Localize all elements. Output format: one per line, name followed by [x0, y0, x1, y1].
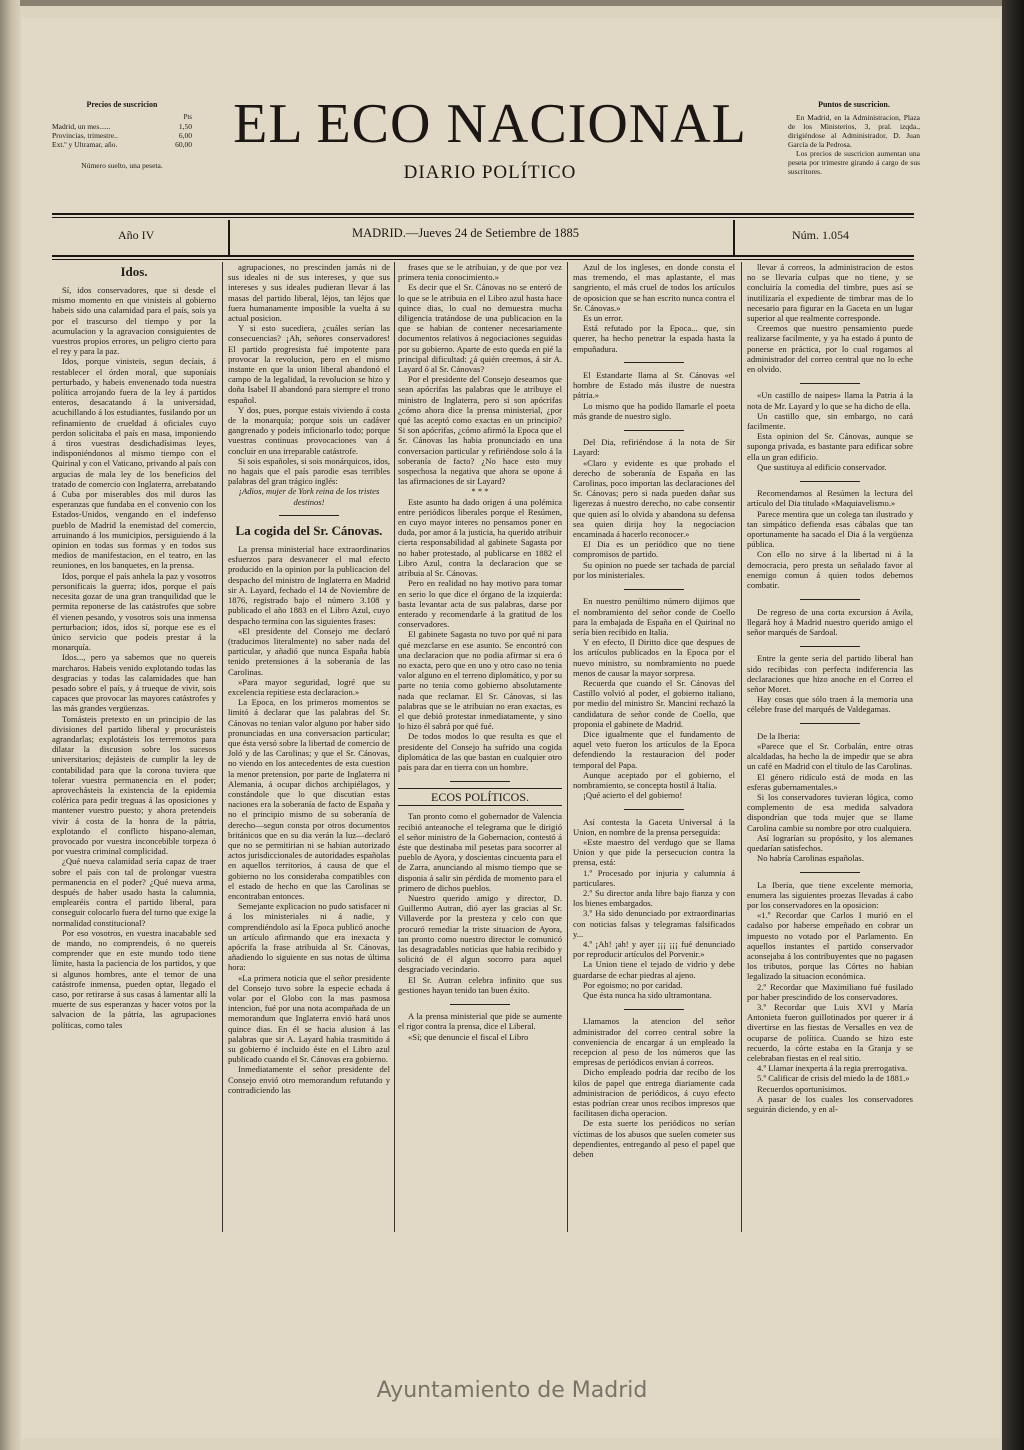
paragraph: Recuerdos oportunísimos. — [757, 1083, 847, 1094]
paragraph: ¡Qué acierto el del gobierno! — [583, 790, 683, 801]
paragraph: La Union tiene el tejado de vidrio y debe guardarse de echar piedras al ajeno. — [573, 959, 735, 980]
paragraph: «Un castillo de naipes» llama la Patria á la nota de Mr. Layard y lo que se ha dicho de ella. — [747, 390, 913, 411]
separator — [573, 583, 735, 593]
points-text: En Madrid, en la Administracion, Plaza de los Ministerios, 3, pral. izqda., dirigiéndose al Administrador, D. Juan García de la Pedrosa. — [788, 113, 920, 149]
paragraph: 4.º Llamar inexperta á la regia prerrogativa. — [757, 1063, 908, 1074]
paragraph: agrupaciones, no prescinden jamás ni de sus ideales ni de sus intereses, y que sus intereses y sus ideales pudieran llevar á las masas del partido liberal, léjos, tan léjos que fuera humanamente imposible la vuelta á su actual posicion. — [228, 262, 390, 324]
paragraph: De esta suerte los periódicos no serían víctimas de los abusos que suelen cometer sus dependientes, entregando al peso el papel que deben — [573, 1118, 735, 1160]
paragraph: A pasar de los cuales los conservadores seguirán diciendo, y en al- — [747, 1093, 913, 1115]
dateline-date: MADRID.—Jueves 24 de Setiembre de 1885 — [352, 226, 580, 240]
paragraph: Lo mismo que ha podido llamarle el poeta más grande de nuestro siglo. — [573, 400, 735, 421]
paragraph: La Epoca, en los primeros momentos se limitó á declarar que las palabras del Sr. Cánovas no tenian valor alguno por haber sido pronunciadas en una conversacion particular; que ésta versó sobre la libertad de comercio de Joló y de las Carolinas; y que el Sr. Cánovas, no viendo en los antecedentes de esta cuestion la menor pretension, por parte de Inglaterra ni Alemania, á ocupar dichos archipiélagos, y constándole que lo que discutian estas naciones era la soberanía de facto de España y no el principio mismo de su soberanía de derecho—segun consta por otros documentos británicos que en su dia verán la luz—declaró que no se permitirian ni se habian autorizado actos jurisdiccionales de autoridades españolas en aquellos territorios, á causa de que el gobierno no los consideraba compatibles con el estado de hecho en que las Carolinas se encontraban entonces. — [228, 697, 390, 901]
archive-watermark: Ayuntamiento de Madrid — [376, 1378, 648, 1403]
paragraph: «Sí; que denuncie el fiscal el Libro — [408, 1031, 529, 1042]
dateline-divider-left — [228, 220, 230, 256]
masthead-subtitle: DIARIO POLÍTICO — [403, 162, 577, 183]
dateline-divider-right — [733, 220, 735, 256]
paragraph: De la Iberia: — [757, 730, 800, 741]
masthead-title: EL ECO NACIONAL — [233, 93, 747, 155]
paragraph: Esta opinion del Sr. Cánovas, aunque se suponga privada, es bastante para edificar sobre ella un gran edificio. — [747, 431, 913, 462]
paragraph: Dicho empleado podria dar recibo de los kilos de papel que entrega diariamente cada administracion de periódicos, á cuyo efecto estas podrían crear unos recibos impresos que facilitasen dicha operacion. — [573, 1067, 735, 1119]
paragraph: 2.º Recordar que Maximiliano fué fusilado por haber prescindido de los conservadores. — [747, 981, 913, 1002]
column-rule — [741, 262, 742, 1232]
paragraph: Si sois españoles, si sois monárquicos, idos, no hagais que el país parodie esas terribles palabras del gran trágico inglés: — [228, 455, 390, 487]
page-top-edge — [0, 0, 1024, 6]
section-title: ECOS POLÍTICOS. — [398, 788, 562, 806]
column-1 — [52, 262, 216, 1232]
paragraph: Y en efecto, Il Diritto dice que despues de los artículos publicados en la Epoca por el nuevo ministro, su nombramiento no puede menos de causar la mayor sorpresa. — [573, 637, 735, 678]
paragraph: Es un error. — [583, 313, 623, 324]
paragraph: frases que se le atribuian, y de que por vez primera tenia conocimiento.» — [398, 262, 562, 283]
paragraph: Este asunto ha dado origen á una polémica entre periódicos liberales porque el Resúmen, en cuyo mayor interes no pensamos poner en duda, por amor á la justicia, ha querido atribuir cierta responsabilidad al gabinete Sagasta por no haber protestado, al publicarse en 1882 el Libro Azul, contra la declaracion que se atribuia al Sr. Cánovas. — [398, 496, 562, 579]
paragraph: Por el presidente del Consejo deseamos que sean apócrifas las palabras que le atribuye el ministro de Inglaterra, pero si son apócrifas ¿cómo ahora dice la prensa ministerial, ¿por qué las aceptó como exactas en un principio? Si son apócrifas, ¿cómo afirmó la Epoca que el Sr. Cánovas las habia pronunciado en una conversacion particular y refiriéndose solo á la soberanía de facto? ¿No hace esto muy sospechosa la negativa que ahora se opone á las afirmaciones de sir Layard? — [398, 374, 562, 487]
paragraph: El Estandarte llama al Sr. Cánovas «el hombre de Estado más ilustre de nuestra pátria.» — [573, 370, 735, 401]
separator — [747, 475, 913, 485]
paragraph: Por egoismo; no por caridad. — [583, 979, 683, 990]
dateline-number: Núm. 1.054 — [792, 228, 849, 242]
paragraph: El Sr. Autran celebra infinito que sus gestiones hayan tenido tan buen éxito. — [398, 974, 562, 995]
paragraph: Por eso vosotros, en vuestra inacabable sed de mando, no comprendeis, ó no quereis comprender que en este mundo todo tiene límite, hasta la paciencia de los partidos, y que si algunos hombres, ante el temor de una catástrofe inmensa, pueden optar, llegado el caso, por retirarse á sus casas á lamentar allí la muerte de sus esperanzas y hacer votos por la salvacion de la pátria, las agrupaciones políticas, como tales — [52, 927, 216, 1030]
header-rule-bottom-thin — [52, 259, 914, 260]
paragraph: Semejante explicacion no pudo satisfacer ni á los ministeriales ni á nadie, y comprendiéndolo así la Epoca publicó anoche un artículo afirmando que era inexacta y apócrifa la frase atribuida al Sr. Cánovas, añadiendo lo siguiente en sus notas de última hora: — [228, 901, 390, 973]
paragraph: Aunque aceptado por el gobierno, el nombramiento, se concepta hostil á Italia. — [573, 769, 735, 790]
paragraph: Nuestro querido amigo y director, D. Guillermo Autran, dió ayer las gracias al Sr. Villaverde por la presteza y celo con que procuró remediar la triste situacion de Ayora, tan pronto como nuestro director le comunicó las desagradables noticias que habia recibido y solicitó de él algun socorro para aquel desgraciado vecindario. — [398, 892, 562, 975]
header-rule-bottom — [52, 255, 914, 257]
column-rule — [222, 262, 223, 1232]
paragraph: El Dia es un periódico que no tiene compromisos de partido. — [573, 539, 735, 560]
column-5 — [747, 262, 913, 1232]
paragraph: Con ello no sirve á la libertad ni á la democracia, pero presta un señalado favor al enemigo comun á quien todos debemos combatir. — [747, 549, 913, 591]
paragraph: Recomendamos al Resúmen la lectura del artículo del Dia titulado «Maquiavelismo.» — [747, 488, 913, 509]
paragraph: llevar á correos, la administracion de estos no se llevaría culpas que no tiene, y se concluiría la comedia del timbre, pues así se inutilizaría el expediente de timbrar mas de lo necesario para figurar en la Gaceta en un lugar superior al que realmente corresponde. — [747, 262, 913, 324]
column-2 — [228, 262, 390, 1232]
paragraph: Dice igualmente que el fundamento de aquel veto fueron los artículos de la Epoca defendiendo la restauracion del poder temporal del Papa. — [573, 728, 735, 770]
paragraph: Así lograrían su propósito, y los alemanes quedarían satisfechos. — [747, 832, 913, 853]
asterism: * * * — [471, 486, 489, 497]
paragraph: 2.º Su director anda libre bajo fianza y con los bienes embargados. — [573, 887, 735, 909]
separator — [398, 998, 562, 1008]
separator — [573, 424, 735, 434]
separator — [747, 866, 913, 876]
paragraph: Azul de los ingleses, en donde consta el mas tremendo, el mas aplastante, el mas sangriento, el más cruel de todos los artículos de oposicion que se han escrito nunca contra el Sr. Cánovas.» — [573, 262, 735, 313]
paragraph: Hay cosas que sólo traen á la memoria una célebre frase del marqués de Valdegamas. — [747, 694, 913, 715]
separator — [747, 640, 913, 650]
subscription-prices-box — [52, 100, 192, 170]
paragraph: Que ésta nunca ha sido ultramontana. — [583, 990, 712, 1001]
article-title: La cogida del Sr. Cánovas. — [235, 523, 383, 539]
paragraph: Y si esto sucediera, ¿cuáles serían las consecuencias? ¡Ah, señores conservadores! El partido progresista fué impotente para provocar la revolucion, pero en el mismo instante en que la union liberal abandonó el campo de la legalidad, la revolucion se hizo y doña Isabel II abandonó para siempre el trono español. — [228, 323, 390, 405]
paragraph: Idos, porque vinisteis, segun decíais, á restablecer el órden moral, que suponíais perturbado, y habeis envenenado toda nuestra política arrojando fuera de la ley á partidos enteros, desacatando á la universidad, acuchillando á los estudiantes, fusilando por un refinamiento de crueldad á oficiales cuyo perdon solicitaba el país en masa, imponiendo á tiros vuestras desdichadísimas leyes, indisponiéndonos al mismo tiempo con el Quirinal y con el Vaticano, privando al país con argucias de mala ley de los beneficios del tratado de comercio con Inglaterra, arrebatando á Cuba por miserables dos mil duros las esperanzas que fundaba en el convenio con los Estados-Unidos, vengando en el indefenso pueblo de Madrid la enemistad del comercio, arruinando á los municipios, persiguiendo á la opinion en todas sus formas y en todos sus medios de manifestacion, en el teatro, en las reuniones, en los banquetes, en la prensa. — [52, 356, 216, 571]
separator — [747, 593, 913, 603]
separator — [228, 510, 390, 520]
points-heading: Puntos de suscricion. — [818, 100, 890, 109]
paragraph: Inmediatamente el señor presidente del Consejo envió otro memorandum refutando y contradiciendo las — [228, 1064, 390, 1095]
paragraph: Parece mentira que un colega tan ilustrado y tan simpático defienda esas cábalas que tan oportunamente ha sacado el Dia á la vergüenza pública. — [747, 508, 913, 550]
paragraph: »Para mayor seguridad, logré que su excelencia repitiese esta declaracion.» — [228, 676, 390, 697]
paragraph: El género ridículo está de moda en las esferas gubernamentales.» — [747, 771, 913, 792]
paragraph: «La primera noticia que el señor presidente del Consejo tuvo sobre la especie echada á volar por el Globo con la mas pasmosa intencion, fué por una nota acompañada de un memorandum que Inglaterra envió hará unos quince dias. En él se hacia alusion á las palabras que sir A. Layard habia trasmitido á su gobierno é incluido éste en el Libro azul publicado cuando el Sr. Cánovas era gobierno. — [228, 972, 390, 1065]
paragraph: 1.º Procesado por injuria y calumnia á particulares. — [573, 867, 735, 888]
article-title: Idos. — [120, 264, 148, 279]
paragraph: Idos..., pero ya sabemos que no quereis marcharos. Habeis venido explotando todas las desgracias y todas las calamidades que han pesado sobre el país, y á trueque de vivir, sois capaces que provocar las mayores catástrofes y las más grandes vergüenzas. — [52, 652, 216, 714]
paragraph: 4.º ¡Ah! ¡ah! y ayer ¡¡¡ ¡¡¡ fué denunciado por reproducir artículos del Porvenir.» — [573, 939, 735, 960]
paragraph: Entre la gente seria del partido liberal han sido recibidas con perfecta indiferencia las declaraciones que hizo anoche en el Correo el señor Moret. — [747, 653, 913, 694]
paragraph: Así contesta la Gaceta Universal á la Union, en nombre de la prensa perseguida: — [573, 816, 735, 837]
paragraph: No habría Carolinas españolas. — [757, 853, 864, 864]
paragraph: Recuerda que cuando el Sr. Cánovas del Castillo volvió al poder, el gobierno italiano, por medio del ministro Sr. Mancini rechazó la candidatura de señor conde de Coello, que proponia el gabinete de Madrid. — [573, 677, 735, 729]
paragraph: Su opinion no puede ser tachada de parcial por los ministeriales. — [573, 559, 735, 580]
paragraph: «Parece que el Sr. Corbalán, entre otras alcaldadas, ha hecho la de impedir que se abra un café en Madrid con el título de las Carolinas. — [747, 740, 913, 772]
paragraph: «El presidente del Consejo me declaró (traducimos literalmente) no saber nada del particular, y añadió que nunca España había tenido pretensiones á la soberanía de las Carolinas. — [228, 625, 390, 677]
header-rule-top — [52, 213, 914, 215]
prices-unit: Pts — [183, 113, 192, 121]
separator — [747, 377, 913, 387]
paragraph: De regreso de una corta excursion á Avila, llegará hoy á Madrid nuestro querido amigo el señor marqués de Sardoal. — [747, 606, 913, 637]
separator — [573, 1003, 735, 1013]
paragraph: «Claro y evidente es que probado el derecho de soberanía de España en las Carolinas, poco importan las declaraciones del Sr. Cánovas; pero si nada pueden dañar sus ligerezas á nuestro derecho, no cabe consentir que quien así lo olvida y abandona su defensa sea quien dirija hoy la negociacion encaminada á hacerlo reconocer.» — [573, 457, 735, 540]
dateline-year: Año IV — [118, 228, 155, 242]
subscription-points-box — [788, 100, 920, 176]
paragraph: Si los conservadores tuvieran lógica, como complemento de esa medida salvadora dispondrían que toda mujer que se llame Carolina cambie su nombre por otro cualquiera. — [747, 791, 913, 833]
paragraph: Idos, porque el país anhela la paz y vosotros personificais la guerra; idos, porque el país necesita gozar de una gran tranquilidad que le permita reponerse de las catástrofes que sobre él vienen pesando, y vosotros sois una inmensa perturbacion; idos, idos sí, porque ese es el único servicio que podeis prestar á la monarquía. — [52, 570, 216, 653]
paragraph: 3.º Ha sido denunciado por extraordinarias con noticias falsas y telegramas falsificados y... — [573, 908, 735, 939]
quote-line: ¡Adios, mujer de York reina de los tristes destinos! — [238, 486, 380, 507]
paragraph: Está refutado por la Epoca... que, sin querer, ha hecho penetrar la espada hasta la empuñadura. — [573, 323, 735, 354]
separator — [747, 718, 913, 728]
paragraph: Tomásteis pretexto en un principio de las divisiones del partido liberal y procurásteis agrandarlas; explotásteis los terremotos para dilatar la discusion sobre los sucesos universitarios; dejásteis de cumplir la ley de contabilidad para que la corona tuviera que tolerar vuestra permanencia en el poder; aprovechásteis la existencia de la epidemia colérica para pedir treguas á las oposiciones y mantener vuestro puesto; y ahora pretendeis vivir á costa de la honra de la pátria, explotando el conflicto hispano-aleman, provocado por vuestra inconcebible torpeza ó por vuestra criminal complicidad. — [52, 713, 216, 857]
price-line: Ext.º y Ultramar, año. 60,00 — [52, 140, 192, 149]
single-copy-price: Número suelto, una peseta. — [81, 161, 163, 170]
price-line: Provincias, trimestre.. 6,00 — [52, 131, 192, 140]
paragraph: La Iberia, que tiene excelente memoria, enumera las siguientes proezas llevadas á cabo por los conservadores en la oposicion: — [747, 879, 913, 910]
paragraph: Llamamos la atencion del señor administrador del correo central sobre la conveniencia de encargar á un empleado la recepcion al peso de los números que las empresas de periódicos envian á correos. — [573, 1016, 735, 1068]
column-4 — [573, 262, 735, 1232]
paragraph: Y dos, pues, porque estais viviendo á costa de la monarquía; porque sois un cadáver gangrenado y podeis inficionarlo todo; porque vuestras continuas provocaciones van á concluir en una irreparable catástrofe. — [228, 404, 390, 456]
points-note: Los precios de suscricion aumentan una peseta por trimestre girando á cargo de sus suscritores. — [788, 149, 920, 176]
paragraph: «Este maestro del verdugo que se llama Union y que pide la persecucion contra la prensa, está: — [573, 836, 735, 868]
separator — [398, 775, 562, 785]
paragraph: Un castillo que, sin embargo, no cará facilmente. — [747, 410, 913, 432]
page-right-edge — [1002, 0, 1024, 1450]
paragraph: A la prensa ministerial que pide se aumente el rigor contra la prensa, dice el Liberal. — [398, 1011, 562, 1032]
paragraph: ¿Qué nueva calamidad sería capaz de traer sobre el país con tal de prolongar vuestra permanencia en el poder? ¿Qué nueva arma, después de haber usado hasta la calumnia, emplearéis contra el partido liberal, para conseguir colocarlo fuera del turno que exige la normalidad constitucional? — [52, 856, 216, 928]
paragraph: En nuestro penúltimo número dijimos que el nombramiento del señor conde de Coello para la embajada de España en el Quirinal no sería bien recibido en Italia. — [573, 596, 735, 637]
paragraph: Tan pronto como el gobernador de Valencia recibió anteanoche el telegrama que le dirigió el señor ministro de la Gobernacion, contestó á éste que destinaba mil pesetas para socorrer al pueblo de Ayora, y doscientas cincuenta para el de Zarra, anunciando al mismo tiempo que se disponia á salir sin pérdida de momento para el primero de dichos pueblos. — [398, 811, 562, 893]
paragraph: Pero en realidad no hay motivo para tomar en serio lo que dice el órgano de la izquierda: basta levantar acta de sus palabras, darse por enterado y recomendarle á la gratitud de los conservadores. — [398, 578, 562, 630]
header-rule-top-thin — [52, 217, 914, 218]
paragraph: Es decir que el Sr. Cánovas no se enteró de lo que se le atribuia en el Libro azul hasta hace quince dias, lo cual no demuestra mucha diligencia tratándose de una publicacion en la que se habian de contener necesariamente documentos relativos á negociaciones seguidas por su gobierno. Aparte de esto queda en pié la principal dificultad: ¿á quién creemos, á sir A. Layard ó al Sr. Cánovas? — [398, 282, 562, 375]
separator — [573, 357, 735, 367]
column-3 — [398, 262, 562, 1232]
paragraph: La prensa ministerial hace extraordinarios esfuerzos para desvanecer el mal efecto producido en la opinion por la publicacion del despacho del ministro de Inglaterra en Madrid sir A. Layard, fechado el 14 de Noviembre de 1876, registrado bajo el número 3.108 y publicado el año 1883 en el Libro Azul, cuyo despacho termina con las siguientes frases: — [228, 544, 390, 626]
page-left-edge — [0, 0, 20, 1450]
paragraph: El gabinete Sagasta no tuvo por qué ni para qué mezclarse en ese asunto. Se encontró con una declaracion que no podia afirmar si era ó no exacta, pero que en uno y otro caso no tenia valor alguno en el terreno diplomático, y por su parte no tenia como gobierno absolutamente nada que reclamar. El Sr. Cánovas, si las palabras que se le atribuian no eran exactas, es el que debió protestar inmediatamente, y sino lo hizo él sabrá por qué fué. — [398, 629, 562, 732]
paragraph: Creemos que nuestro pensamiento puede realizarse facilmente, y ya ha estado á punto de ponerse en práctica, por lo cual rogamos al administrador del correo central que no lo eche en olvido. — [747, 323, 913, 375]
paragraph: 3.º Recordar que Luis XVI y María Antonieta fueron guillotinados por querer ir á divertirse en las fiestas de Versalles en vez de ocuparse de política. Cuando se hizo este recuerdo, la córte estaba en la Granja y se celebraban fiestas en el real sitio. — [747, 1002, 913, 1064]
prices-heading: Precios de suscricion — [86, 100, 158, 109]
paragraph: Sí, idos conservadores, que si desde el mismo momento en que vinisteis al gobierno habeis sido una calamidad para el país, sois ya por el trascurso del tiempo y por la acumulacion y la agravacion consiguientes de vuestros propios errores, un peligro cierto para el rey y para la paz. — [52, 285, 216, 357]
price-line: Madrid, un mes...... 1,50 — [52, 122, 192, 131]
column-rule — [567, 262, 568, 1232]
paragraph: Del Dia, refiriéndose á la nota de Sir Layard: — [573, 437, 735, 458]
column-rule — [394, 262, 395, 1232]
paragraph: «1.º Recordar que Carlos I murió en el cadalso por haberse empeñado en cobrar un impuesto no votado por el Parlamento. En aquellos instantes el partido conservador aconsejaba á los contribuyentes que no pagasen los tributos, porque las Córtes no habian legalizado la situacion económica. — [747, 910, 913, 982]
paragraph: 5.º Calificar de crisis del miedo la de 1881.» — [757, 1073, 910, 1084]
paragraph: De todos modos lo que resulta es que el presidente del Consejo ha sufrido una cogida diplomática de las que bastan en cualquier otro país para dar en tierra con un hombre. — [398, 731, 562, 772]
paragraph: Que sustituya al edificio conservador. — [757, 461, 887, 472]
separator — [573, 803, 735, 813]
